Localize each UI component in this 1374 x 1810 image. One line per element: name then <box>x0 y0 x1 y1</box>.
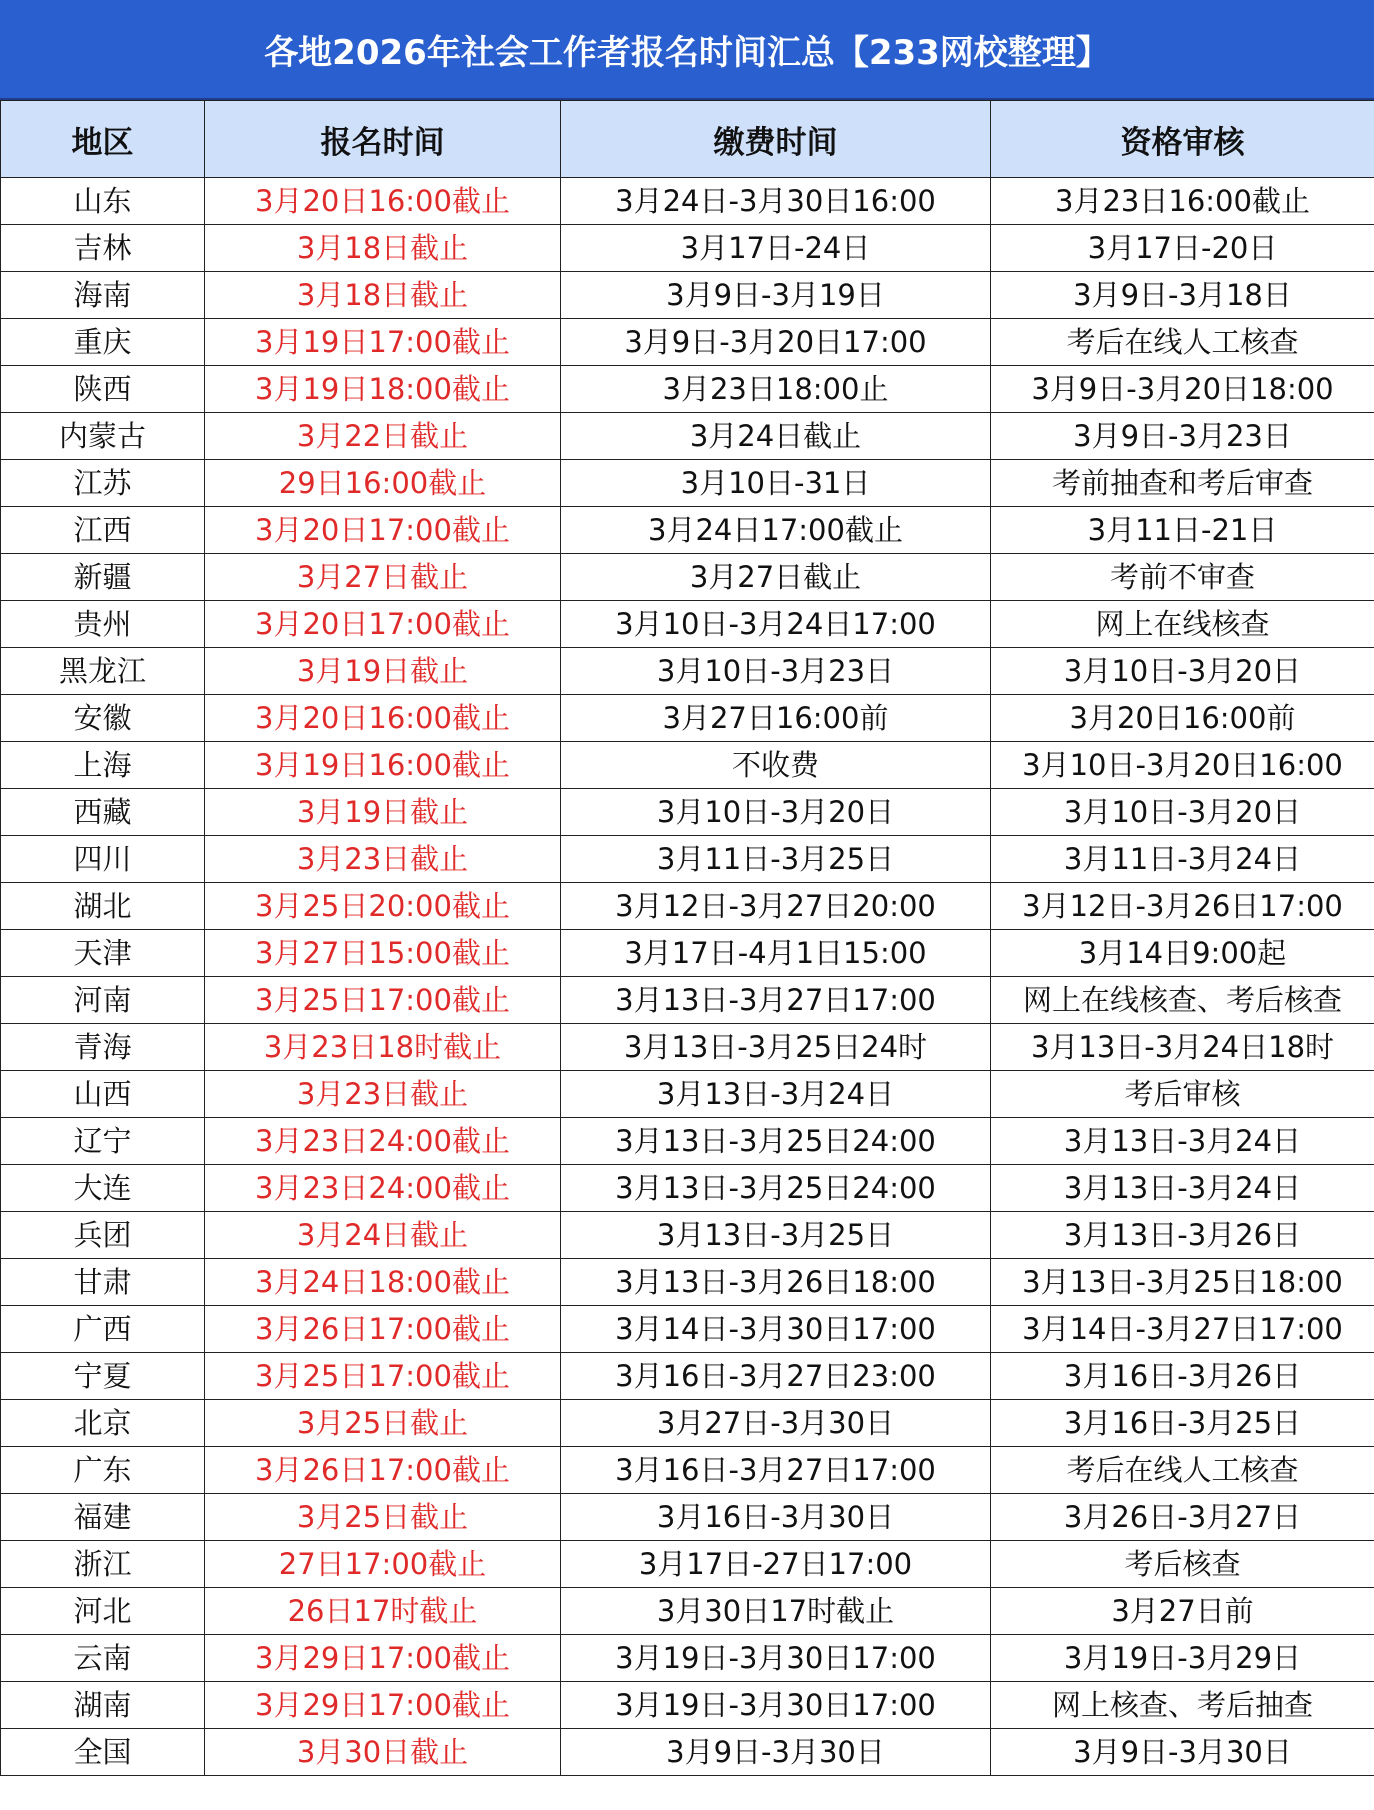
cell-payment-time: 3月19日-3月30日17:00 <box>561 1635 991 1682</box>
cell-registration-time: 3月19日18:00截止 <box>205 366 561 413</box>
cell-region: 甘肃 <box>1 1259 205 1306</box>
cell-qualification-review: 3月26日-3月27日 <box>991 1494 1374 1541</box>
cell-payment-time: 3月13日-3月25日 <box>561 1212 991 1259</box>
schedule-table <box>0 100 1374 1776</box>
cell-qualification-review: 考后在线人工核查 <box>991 1447 1374 1494</box>
table-row <box>1 319 1374 366</box>
cell-qualification-review: 3月19日-3月29日 <box>991 1635 1374 1682</box>
cell-registration-time: 27日17:00截止 <box>205 1541 561 1588</box>
header-row <box>1 101 1374 178</box>
cell-registration-time: 29日16:00截止 <box>205 460 561 507</box>
cell-registration-time: 3月24日截止 <box>205 1212 561 1259</box>
cell-payment-time: 3月24日-3月30日16:00 <box>561 178 991 225</box>
cell-qualification-review: 3月9日-3月30日 <box>991 1729 1374 1776</box>
table-row <box>1 742 1374 789</box>
cell-region: 河南 <box>1 977 205 1024</box>
table-row <box>1 836 1374 883</box>
header-payment-time: 缴费时间 <box>561 101 991 178</box>
cell-registration-time: 3月22日截止 <box>205 413 561 460</box>
cell-registration-time: 3月20日17:00截止 <box>205 601 561 648</box>
cell-region: 上海 <box>1 742 205 789</box>
cell-qualification-review: 3月23日16:00截止 <box>991 178 1374 225</box>
cell-region: 山东 <box>1 178 205 225</box>
cell-registration-time: 3月23日24:00截止 <box>205 1118 561 1165</box>
cell-payment-time: 3月13日-3月26日18:00 <box>561 1259 991 1306</box>
cell-qualification-review: 3月13日-3月24日 <box>991 1165 1374 1212</box>
cell-registration-time: 3月18日截止 <box>205 225 561 272</box>
cell-payment-time: 3月30日17时截止 <box>561 1588 991 1635</box>
header-registration-time: 报名时间 <box>205 101 561 178</box>
cell-qualification-review: 3月9日-3月20日18:00 <box>991 366 1374 413</box>
cell-qualification-review: 3月13日-3月26日 <box>991 1212 1374 1259</box>
cell-registration-time: 3月29日17:00截止 <box>205 1635 561 1682</box>
cell-region: 山西 <box>1 1071 205 1118</box>
cell-region: 广东 <box>1 1447 205 1494</box>
cell-payment-time: 3月10日-3月23日 <box>561 648 991 695</box>
cell-qualification-review: 3月27日前 <box>991 1588 1374 1635</box>
header-region: 地区 <box>1 101 205 178</box>
table-row <box>1 225 1374 272</box>
cell-qualification-review: 3月11日-3月24日 <box>991 836 1374 883</box>
cell-payment-time: 3月10日-3月24日17:00 <box>561 601 991 648</box>
cell-payment-time: 3月13日-3月25日24:00 <box>561 1165 991 1212</box>
cell-qualification-review: 考后核查 <box>991 1541 1374 1588</box>
cell-region: 青海 <box>1 1024 205 1071</box>
cell-qualification-review: 考前抽查和考后审查 <box>991 460 1374 507</box>
cell-payment-time: 3月10日-31日 <box>561 460 991 507</box>
cell-payment-time: 3月9日-3月20日17:00 <box>561 319 991 366</box>
cell-payment-time: 3月19日-3月30日17:00 <box>561 1682 991 1729</box>
cell-registration-time: 3月23日截止 <box>205 836 561 883</box>
table-row <box>1 1118 1374 1165</box>
cell-registration-time: 3月25日20:00截止 <box>205 883 561 930</box>
cell-region: 云南 <box>1 1635 205 1682</box>
table-row <box>1 1259 1374 1306</box>
table-row <box>1 1494 1374 1541</box>
cell-qualification-review: 3月17日-20日 <box>991 225 1374 272</box>
cell-payment-time: 3月13日-3月24日 <box>561 1071 991 1118</box>
cell-registration-time: 3月18日截止 <box>205 272 561 319</box>
cell-qualification-review: 3月13日-3月24日18时 <box>991 1024 1374 1071</box>
cell-qualification-review: 网上核查、考后抽查 <box>991 1682 1374 1729</box>
cell-payment-time: 3月17日-27日17:00 <box>561 1541 991 1588</box>
cell-registration-time: 3月20日16:00截止 <box>205 695 561 742</box>
cell-region: 河北 <box>1 1588 205 1635</box>
cell-region: 黑龙江 <box>1 648 205 695</box>
cell-region: 四川 <box>1 836 205 883</box>
cell-region: 内蒙古 <box>1 413 205 460</box>
cell-qualification-review: 3月13日-3月24日 <box>991 1118 1374 1165</box>
table-row <box>1 1682 1374 1729</box>
cell-qualification-review: 3月16日-3月26日 <box>991 1353 1374 1400</box>
cell-payment-time: 3月27日-3月30日 <box>561 1400 991 1447</box>
table-row <box>1 1729 1374 1776</box>
cell-registration-time: 3月19日16:00截止 <box>205 742 561 789</box>
table-row <box>1 178 1374 225</box>
cell-region: 辽宁 <box>1 1118 205 1165</box>
cell-payment-time: 3月27日16:00前 <box>561 695 991 742</box>
table-row <box>1 1588 1374 1635</box>
table-row <box>1 554 1374 601</box>
cell-region: 重庆 <box>1 319 205 366</box>
cell-payment-time: 3月24日17:00截止 <box>561 507 991 554</box>
cell-region: 天津 <box>1 930 205 977</box>
cell-registration-time: 26日17时截止 <box>205 1588 561 1635</box>
cell-qualification-review: 考前不审查 <box>991 554 1374 601</box>
table-title: 各地2026年社会工作者报名时间汇总【233网校整理】 <box>0 0 1374 100</box>
table-row <box>1 648 1374 695</box>
cell-qualification-review: 3月11日-21日 <box>991 507 1374 554</box>
cell-region: 江西 <box>1 507 205 554</box>
cell-region: 浙江 <box>1 1541 205 1588</box>
cell-qualification-review: 3月12日-3月26日17:00 <box>991 883 1374 930</box>
cell-region: 全国 <box>1 1729 205 1776</box>
cell-registration-time: 3月29日17:00截止 <box>205 1682 561 1729</box>
table-row <box>1 1212 1374 1259</box>
cell-registration-time: 3月27日截止 <box>205 554 561 601</box>
table-row <box>1 272 1374 319</box>
cell-qualification-review: 3月14日9:00起 <box>991 930 1374 977</box>
table-row <box>1 366 1374 413</box>
cell-payment-time: 3月16日-3月30日 <box>561 1494 991 1541</box>
cell-payment-time: 3月10日-3月20日 <box>561 789 991 836</box>
cell-registration-time: 3月25日截止 <box>205 1494 561 1541</box>
cell-region: 北京 <box>1 1400 205 1447</box>
table-body <box>1 178 1374 1776</box>
cell-payment-time: 3月13日-3月25日24时 <box>561 1024 991 1071</box>
cell-payment-time: 3月17日-4月1日15:00 <box>561 930 991 977</box>
cell-qualification-review: 3月20日16:00前 <box>991 695 1374 742</box>
cell-qualification-review: 3月9日-3月23日 <box>991 413 1374 460</box>
cell-registration-time: 3月26日17:00截止 <box>205 1447 561 1494</box>
cell-payment-time: 3月24日截止 <box>561 413 991 460</box>
cell-registration-time: 3月23日24:00截止 <box>205 1165 561 1212</box>
cell-registration-time: 3月19日截止 <box>205 789 561 836</box>
cell-registration-time: 3月24日18:00截止 <box>205 1259 561 1306</box>
cell-region: 西藏 <box>1 789 205 836</box>
cell-region: 江苏 <box>1 460 205 507</box>
cell-registration-time: 3月25日17:00截止 <box>205 977 561 1024</box>
cell-payment-time: 3月9日-3月30日 <box>561 1729 991 1776</box>
table-row <box>1 1165 1374 1212</box>
table-row <box>1 1353 1374 1400</box>
cell-region: 海南 <box>1 272 205 319</box>
cell-payment-time: 3月14日-3月30日17:00 <box>561 1306 991 1353</box>
cell-registration-time: 3月20日16:00截止 <box>205 178 561 225</box>
cell-registration-time: 3月23日截止 <box>205 1071 561 1118</box>
table-row <box>1 1024 1374 1071</box>
table-row <box>1 460 1374 507</box>
cell-qualification-review: 考后审核 <box>991 1071 1374 1118</box>
cell-qualification-review: 3月13日-3月25日18:00 <box>991 1259 1374 1306</box>
table-row <box>1 507 1374 554</box>
cell-payment-time: 3月9日-3月19日 <box>561 272 991 319</box>
table-row <box>1 789 1374 836</box>
cell-registration-time: 3月26日17:00截止 <box>205 1306 561 1353</box>
table-row <box>1 695 1374 742</box>
table-row <box>1 1447 1374 1494</box>
header-qualification-review: 资格审核 <box>991 101 1374 178</box>
cell-qualification-review: 3月14日-3月27日17:00 <box>991 1306 1374 1353</box>
cell-region: 陕西 <box>1 366 205 413</box>
cell-region: 湖南 <box>1 1682 205 1729</box>
cell-payment-time: 3月12日-3月27日20:00 <box>561 883 991 930</box>
table-row <box>1 1071 1374 1118</box>
table-row <box>1 413 1374 460</box>
cell-region: 广西 <box>1 1306 205 1353</box>
cell-registration-time: 3月23日18时截止 <box>205 1024 561 1071</box>
cell-region: 贵州 <box>1 601 205 648</box>
cell-registration-time: 3月19日截止 <box>205 648 561 695</box>
cell-payment-time: 3月17日-24日 <box>561 225 991 272</box>
cell-qualification-review: 3月10日-3月20日 <box>991 789 1374 836</box>
table-row <box>1 977 1374 1024</box>
table-row <box>1 930 1374 977</box>
cell-region: 安徽 <box>1 695 205 742</box>
cell-payment-time: 3月13日-3月25日24:00 <box>561 1118 991 1165</box>
cell-region: 湖北 <box>1 883 205 930</box>
cell-registration-time: 3月27日15:00截止 <box>205 930 561 977</box>
cell-region: 新疆 <box>1 554 205 601</box>
table-row <box>1 1306 1374 1353</box>
cell-payment-time: 3月11日-3月25日 <box>561 836 991 883</box>
cell-payment-time: 不收费 <box>561 742 991 789</box>
table-row <box>1 883 1374 930</box>
cell-region: 吉林 <box>1 225 205 272</box>
table-row <box>1 1541 1374 1588</box>
cell-payment-time: 3月16日-3月27日23:00 <box>561 1353 991 1400</box>
table-row <box>1 1635 1374 1682</box>
cell-region: 宁夏 <box>1 1353 205 1400</box>
cell-region: 福建 <box>1 1494 205 1541</box>
cell-registration-time: 3月20日17:00截止 <box>205 507 561 554</box>
cell-registration-time: 3月19日17:00截止 <box>205 319 561 366</box>
cell-qualification-review: 网上在线核查、考后核查 <box>991 977 1374 1024</box>
cell-registration-time: 3月30日截止 <box>205 1729 561 1776</box>
cell-qualification-review: 3月10日-3月20日 <box>991 648 1374 695</box>
cell-payment-time: 3月23日18:00止 <box>561 366 991 413</box>
cell-payment-time: 3月13日-3月27日17:00 <box>561 977 991 1024</box>
table-row <box>1 1400 1374 1447</box>
cell-registration-time: 3月25日截止 <box>205 1400 561 1447</box>
cell-payment-time: 3月27日截止 <box>561 554 991 601</box>
cell-qualification-review: 3月16日-3月25日 <box>991 1400 1374 1447</box>
cell-payment-time: 3月16日-3月27日17:00 <box>561 1447 991 1494</box>
cell-qualification-review: 3月9日-3月18日 <box>991 272 1374 319</box>
cell-qualification-review: 网上在线核查 <box>991 601 1374 648</box>
cell-region: 大连 <box>1 1165 205 1212</box>
cell-qualification-review: 3月10日-3月20日16:00 <box>991 742 1374 789</box>
cell-region: 兵团 <box>1 1212 205 1259</box>
cell-registration-time: 3月25日17:00截止 <box>205 1353 561 1400</box>
cell-qualification-review: 考后在线人工核查 <box>991 319 1374 366</box>
table-row <box>1 601 1374 648</box>
